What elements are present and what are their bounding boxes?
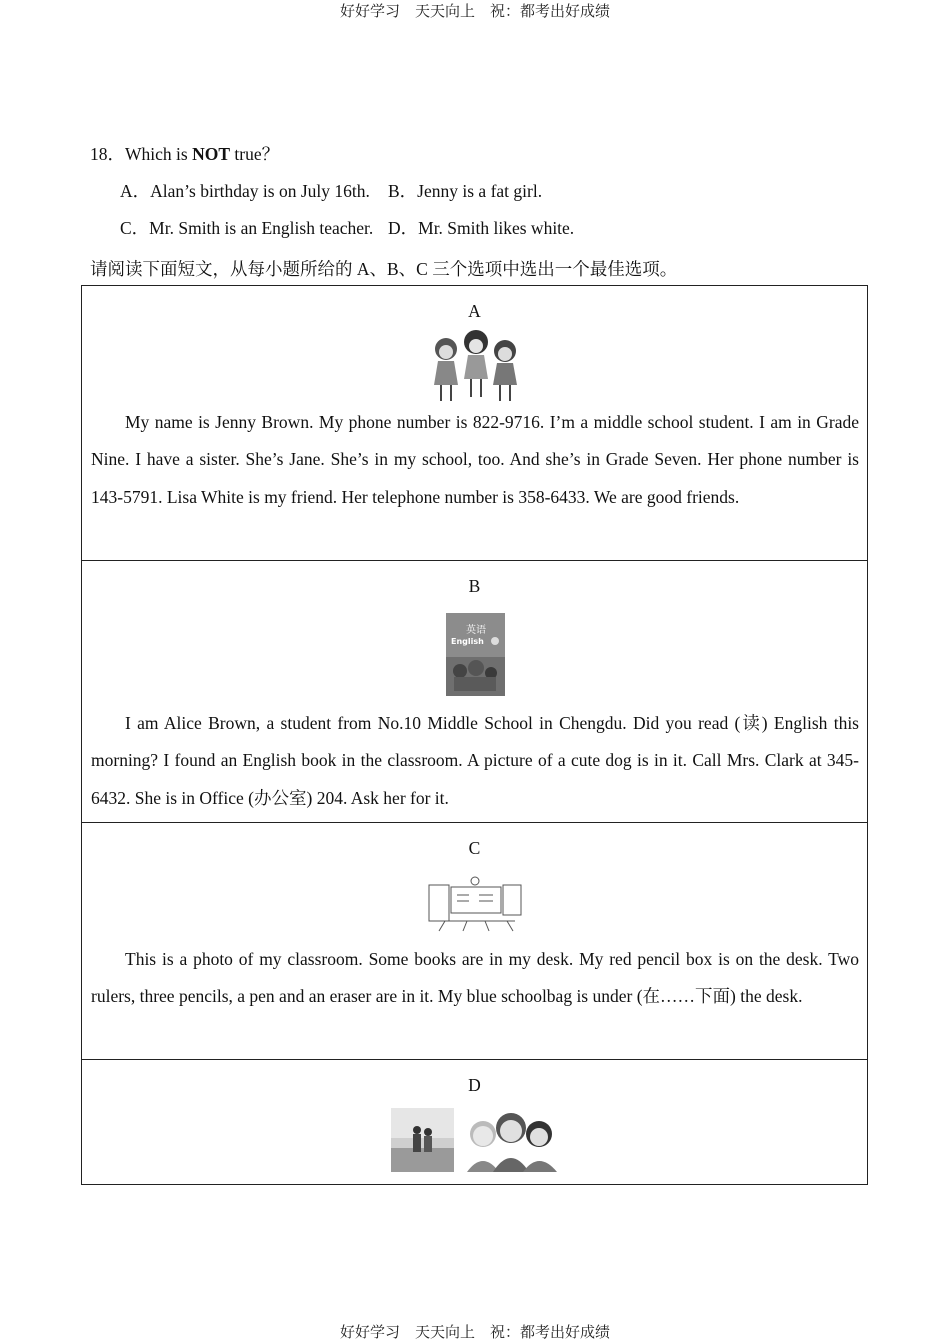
option-b[interactable]: B．Jenny is a fat girl. [388,181,543,201]
passage-a-text: My name is Jenny Brown. My phone number is 822-9716. I’m a middle school student. I am in Grade Nine. I have a sister. She’s Jane. She’s in my school, too. And she’s in Grade Seven. Her phone number is 143-5791. Lisa White is my friend. Her telephone number is 358-6433. We are good friends. [91,412,859,507]
passage-a-box [81,285,868,561]
option-d[interactable]: D．Mr. Smith likes white. [388,218,575,238]
question-number: 18． [90,144,125,164]
passage-c-label: C [468,838,481,858]
passage-c-text: This is a photo of my classroom. Some books are in my desk. My red pencil box is on the desk. Two rulers, three pencils, a pen and an eraser are in it. My blue schoolbag is under (在……下面) the desk. [91,949,859,1007]
option-a[interactable]: A．Alan’s birthday is on July 16th. [120,181,370,201]
three-girls-illustration [431,329,521,405]
english-textbook-cover [446,613,505,696]
passage-b-label: B [468,576,481,596]
passage-d-box [81,1059,868,1185]
question-stem-after: true？ [230,144,280,164]
classroom-line-drawing [427,875,525,933]
textbook-title-en: English [451,637,484,646]
options-row-1 [90,181,574,218]
page-header: 好好学习 天天向上 祝：都考出好成绩 [339,2,610,20]
question-stem-bold: NOT [192,144,231,164]
question-stem-before: Which is [125,144,193,164]
options-row-2 [90,218,574,255]
three-boys-illustration [463,1108,561,1172]
reading-instruction: 请阅读下面短文，从每小题所给的 A、B、C 三个选项中选出一个最佳选项。 [90,259,678,279]
passage-b-box [81,560,868,823]
passage-d-label: D [468,1075,481,1095]
passage-c-box [81,822,868,1060]
question-stem [90,144,574,181]
option-c[interactable]: C．Mr. Smith is an English teacher. [120,218,374,238]
two-people-photo [391,1108,454,1172]
textbook-title-cn: 英语 [466,625,486,636]
passage-b-text: I am Alice Brown, a student from No.10 Middle School in Chengdu. Did you read (读) English this morning? I found an English book in the classroom. A picture of a cute dog is in it. Call Mrs. Clark at 345-6432. She is in Office (办公室) 204. Ask her for it. [91,713,859,808]
question-18 [90,144,574,255]
page-footer: 好好学习 天天向上 祝：都考出好成绩 [339,1323,610,1341]
passage-a-label: A [468,301,481,321]
